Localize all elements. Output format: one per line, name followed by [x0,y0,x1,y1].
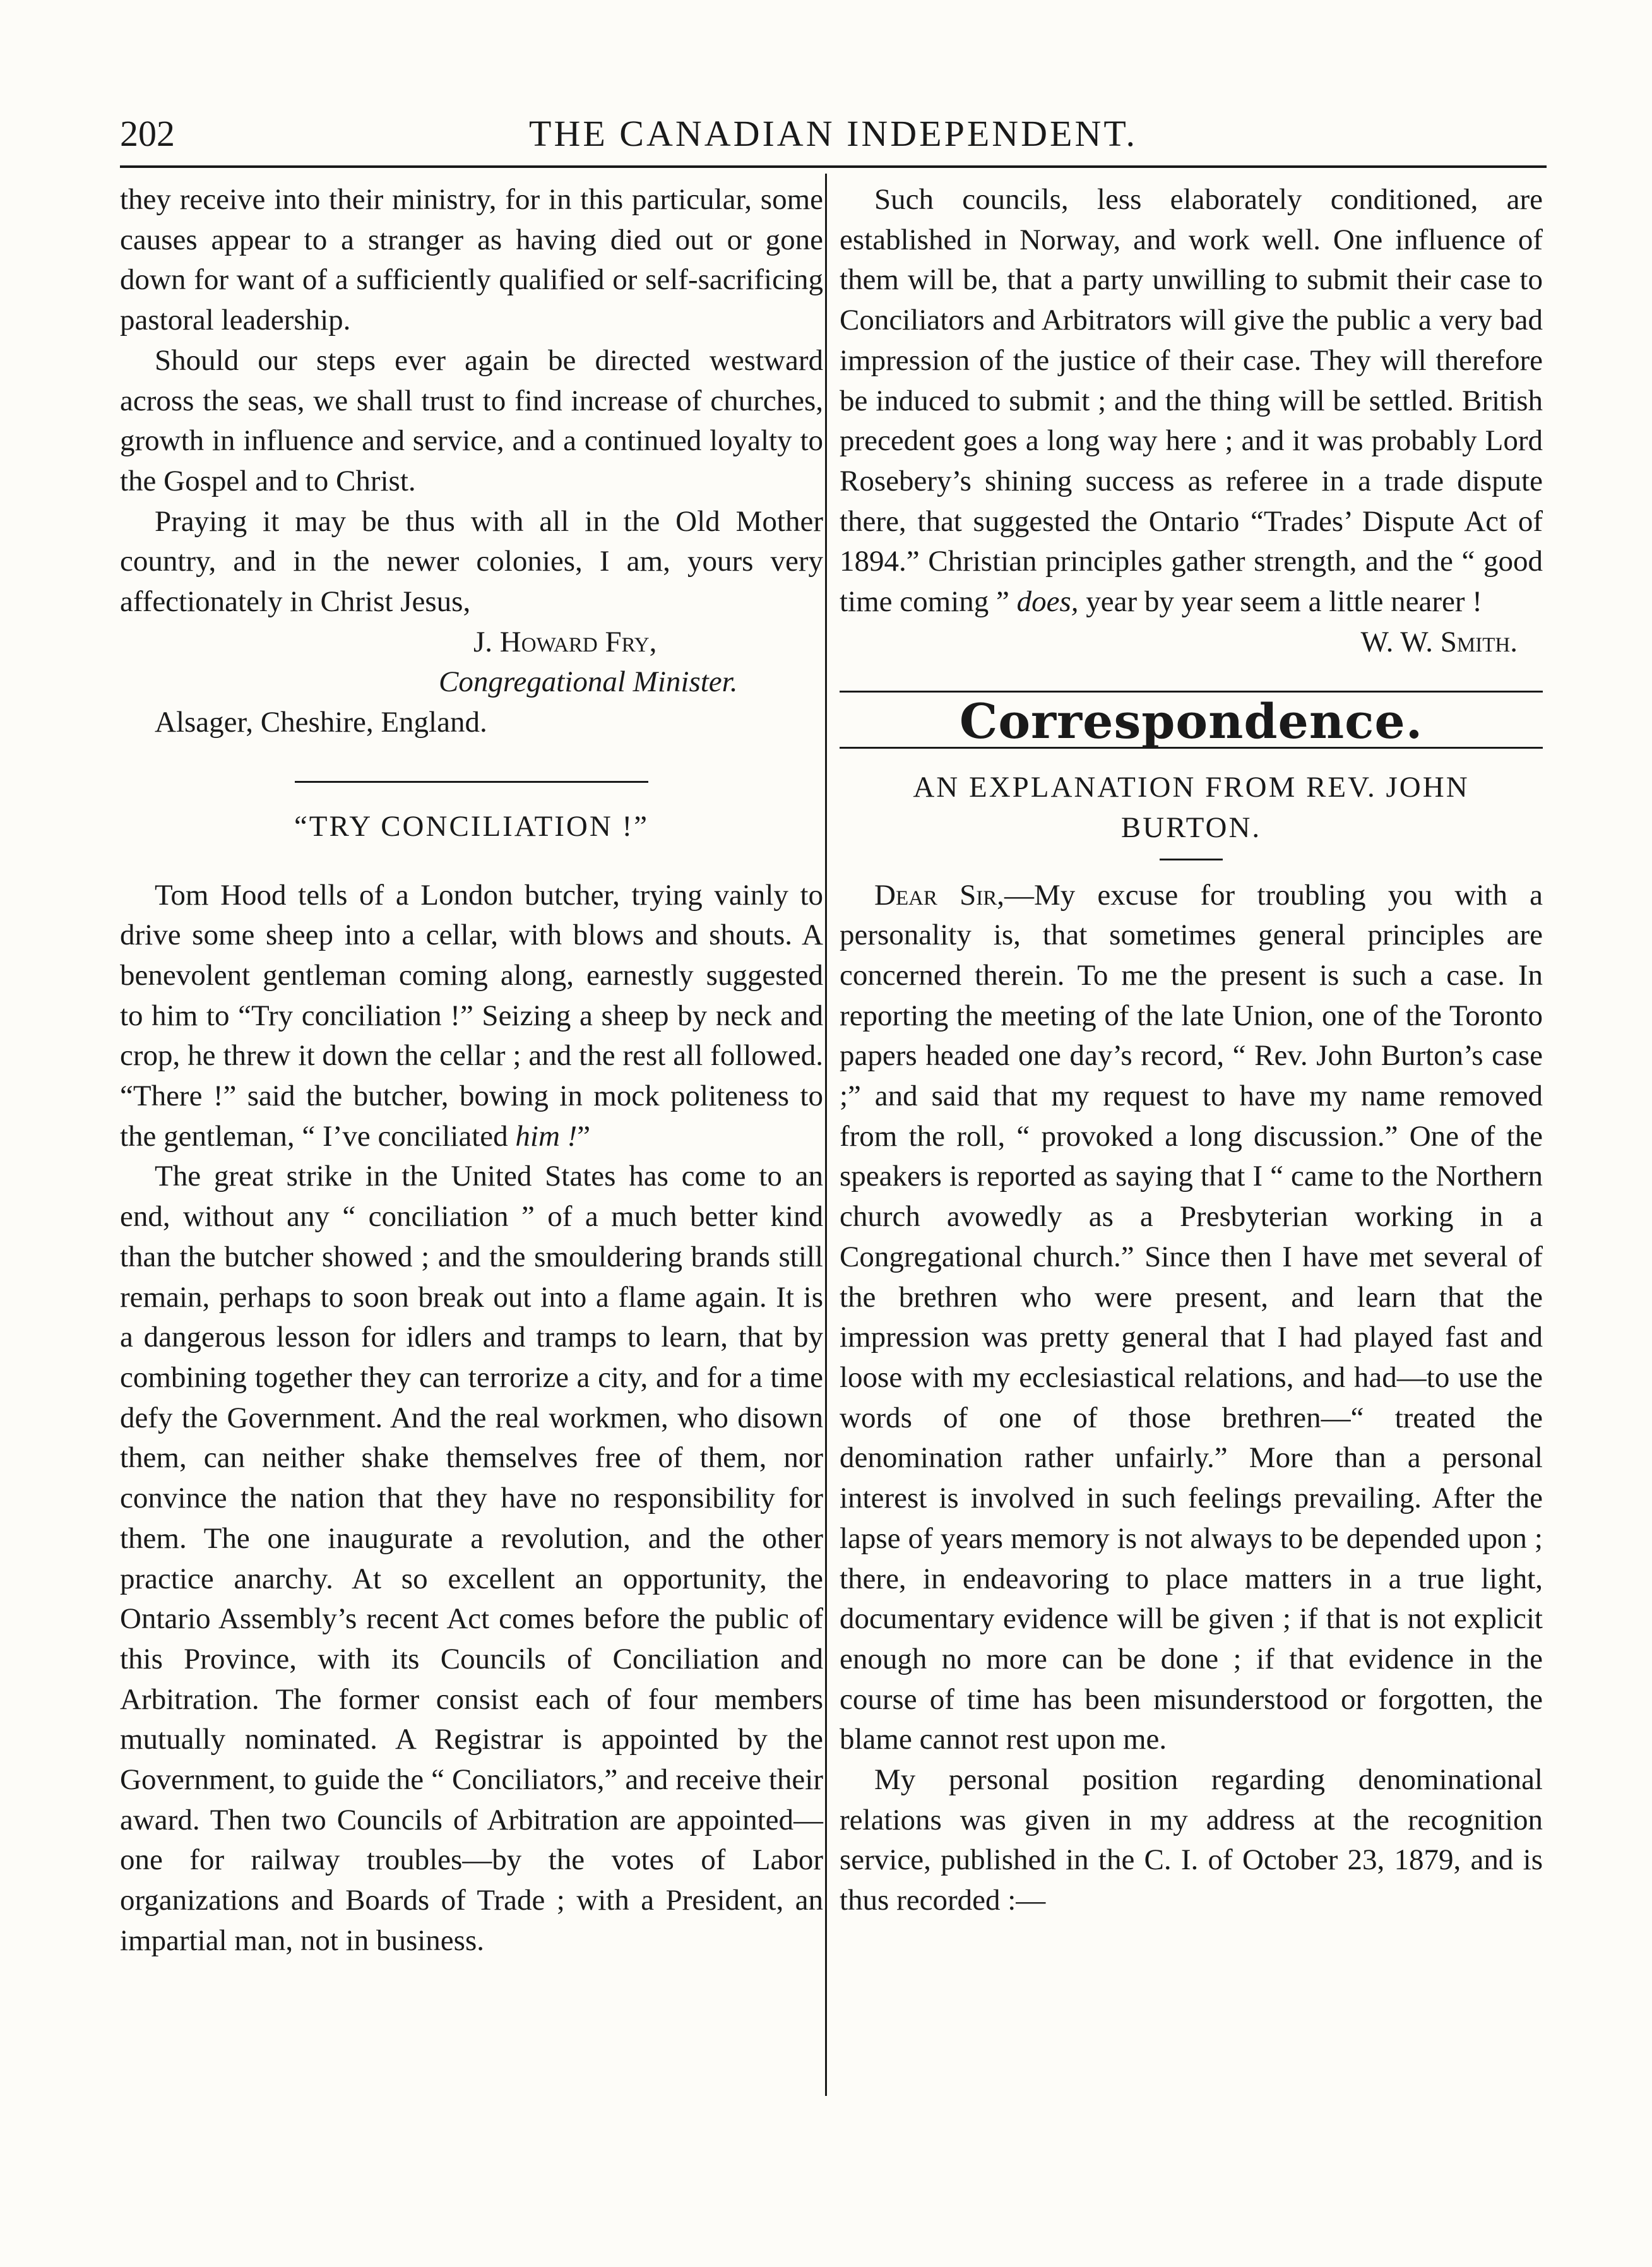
article-paragraph: Tom Hood tells of a London butcher, trying vainly to drive some sheep into a cellar, with blows and shouts. A benevolent gentleman coming along, earnestly suggested to him to “Try conciliation !” Seizing a sheep by neck and crop, he threw it down the cellar ; and the rest all followed. “There !” said the butcher, bowing in mock politeness to the gentleman, “ I’ve conciliated him !” [120,878,823,1153]
letter-paragraph: they receive into their ministry, for in this particular, some causes appear to a stranger as having died out or gone down for want of a sufficiently qualified or self-sacrificing pastoral leadership. [120,183,823,337]
signature-name: J. Howard Fry, [473,625,657,658]
page-number: 202 [120,113,175,154]
article-signature: W. W. Smith. [1360,625,1518,658]
page-header [120,112,1547,163]
signature-place: Alsager, Cheshire, England. [155,706,487,739]
article-paragraph: The great strike in the United States has come to an end, without any “ conciliation ” of a much better kind than the butcher showed ; and the smouldering brands still remain, perhaps to soon break out into a flame again. It is a dangerous lesson for idlers and tramps to learn, that by combining together they can terrorize a city, and for a time defy the Government. And the real workmen, who disown them, can neither shake themselves free of them, nor convince the nation that they have no responsibility for them. The one inaugurate a revolution, and the other practice anarchy. At so excellent an opportunity, the Ontario Assembly’s recent Act comes before the public of this Province, with its Councils of Conciliation and Arbitration. The former consist each of four members mutually nominated. A Registrar is appointed by the Government, to guide the “ Conciliators,” and receive their award. Then two Councils of Arbitration are appointed—one for railway troubles—by the votes of Labor organizations and Boards of Trade ; with a President, an impartial man, not in business. [120,1160,823,1957]
header-rule [120,165,1547,168]
article-title: “TRY CONCILIATION !” [294,809,650,843]
left-column [120,180,823,1961]
letter-paragraph: Dear Sir,—My excuse for troubling you with a personality is, that sometimes general principles are concerned therein. To me the present is such a case. In reporting the meeting of the late Union, one of the Toronto papers headed one day’s record, “ Rev. John Burton’s case ;” and said that my request to have my name removed from the roll, “ provoked a long discussion.” One of the speakers is reported as saying that I “ came to the Northern church avowedly as a Presbyterian working in a Congregational church.” Since then I have met several of the brethren who were present, and learn that the impression was pretty general that I had played fast and loose with my ecclesiastical relations, and had—to use the words of one of those brethren—“ treated the denomination rather unfairly.” More than a personal interest is involved in such feelings prevailing. After the lapse of years memory is not always to be depended upon ; there, in endeavoring to place matters in a true light, documentary evidence will be given ; if that is not explicit enough no more can be done ; if that evidence in the course of time has been misunderstood or forgotten, the blame cannot rest upon me. [840,878,1543,1756]
right-column [840,180,1543,1921]
letter-title-line-2: BURTON. [1120,811,1262,844]
article-paragraph: Such councils, less elaborately conditioned, are established in Norway, and work well. One influence of them will be, that a party unwilling to submit their case to Conciliators and Arbitrators will give the public a very bad impression of the justice of their case. They will therefore be induced to submit ; and the thing will be settled. British precedent goes a long way here ; and it was probably Lord Rosebery’s shining success as referee in a trade dispute there, that suggested the Ontario “Trades’ Dispute Act of 1894.” Christian principles gather strength, and the “ good time coming ” does, year by year seem a little nearer ! [840,183,1543,619]
letter-title-line-1: AN EXPLANATION FROM REV. JOHN [913,771,1470,804]
running-title: THE CANADIAN INDEPENDENT. [529,113,1138,154]
section-title: Correspondence. [959,693,1423,750]
letter-paragraph: Should our steps ever again be directed westward across the seas, we shall trust to find increase of churches, growth in influence and service, and a continued loyalty to the Gospel and to Christ. [120,343,823,497]
letter-paragraph: Praying it may be thus with all in the Old Mother country, and in the newer colonies, I am, yours very affectionately in Christ Jesus, [120,504,823,619]
signature-title: Congregational Minister. [439,665,738,699]
letter-paragraph: My personal position regarding denominational relations was given in my address at the recognition service, published in the C. I. of October 23, 1879, and is thus recorded :— [840,1763,1543,1917]
column-divider [825,174,827,2096]
salutation: Dear Sir, [874,878,1004,912]
